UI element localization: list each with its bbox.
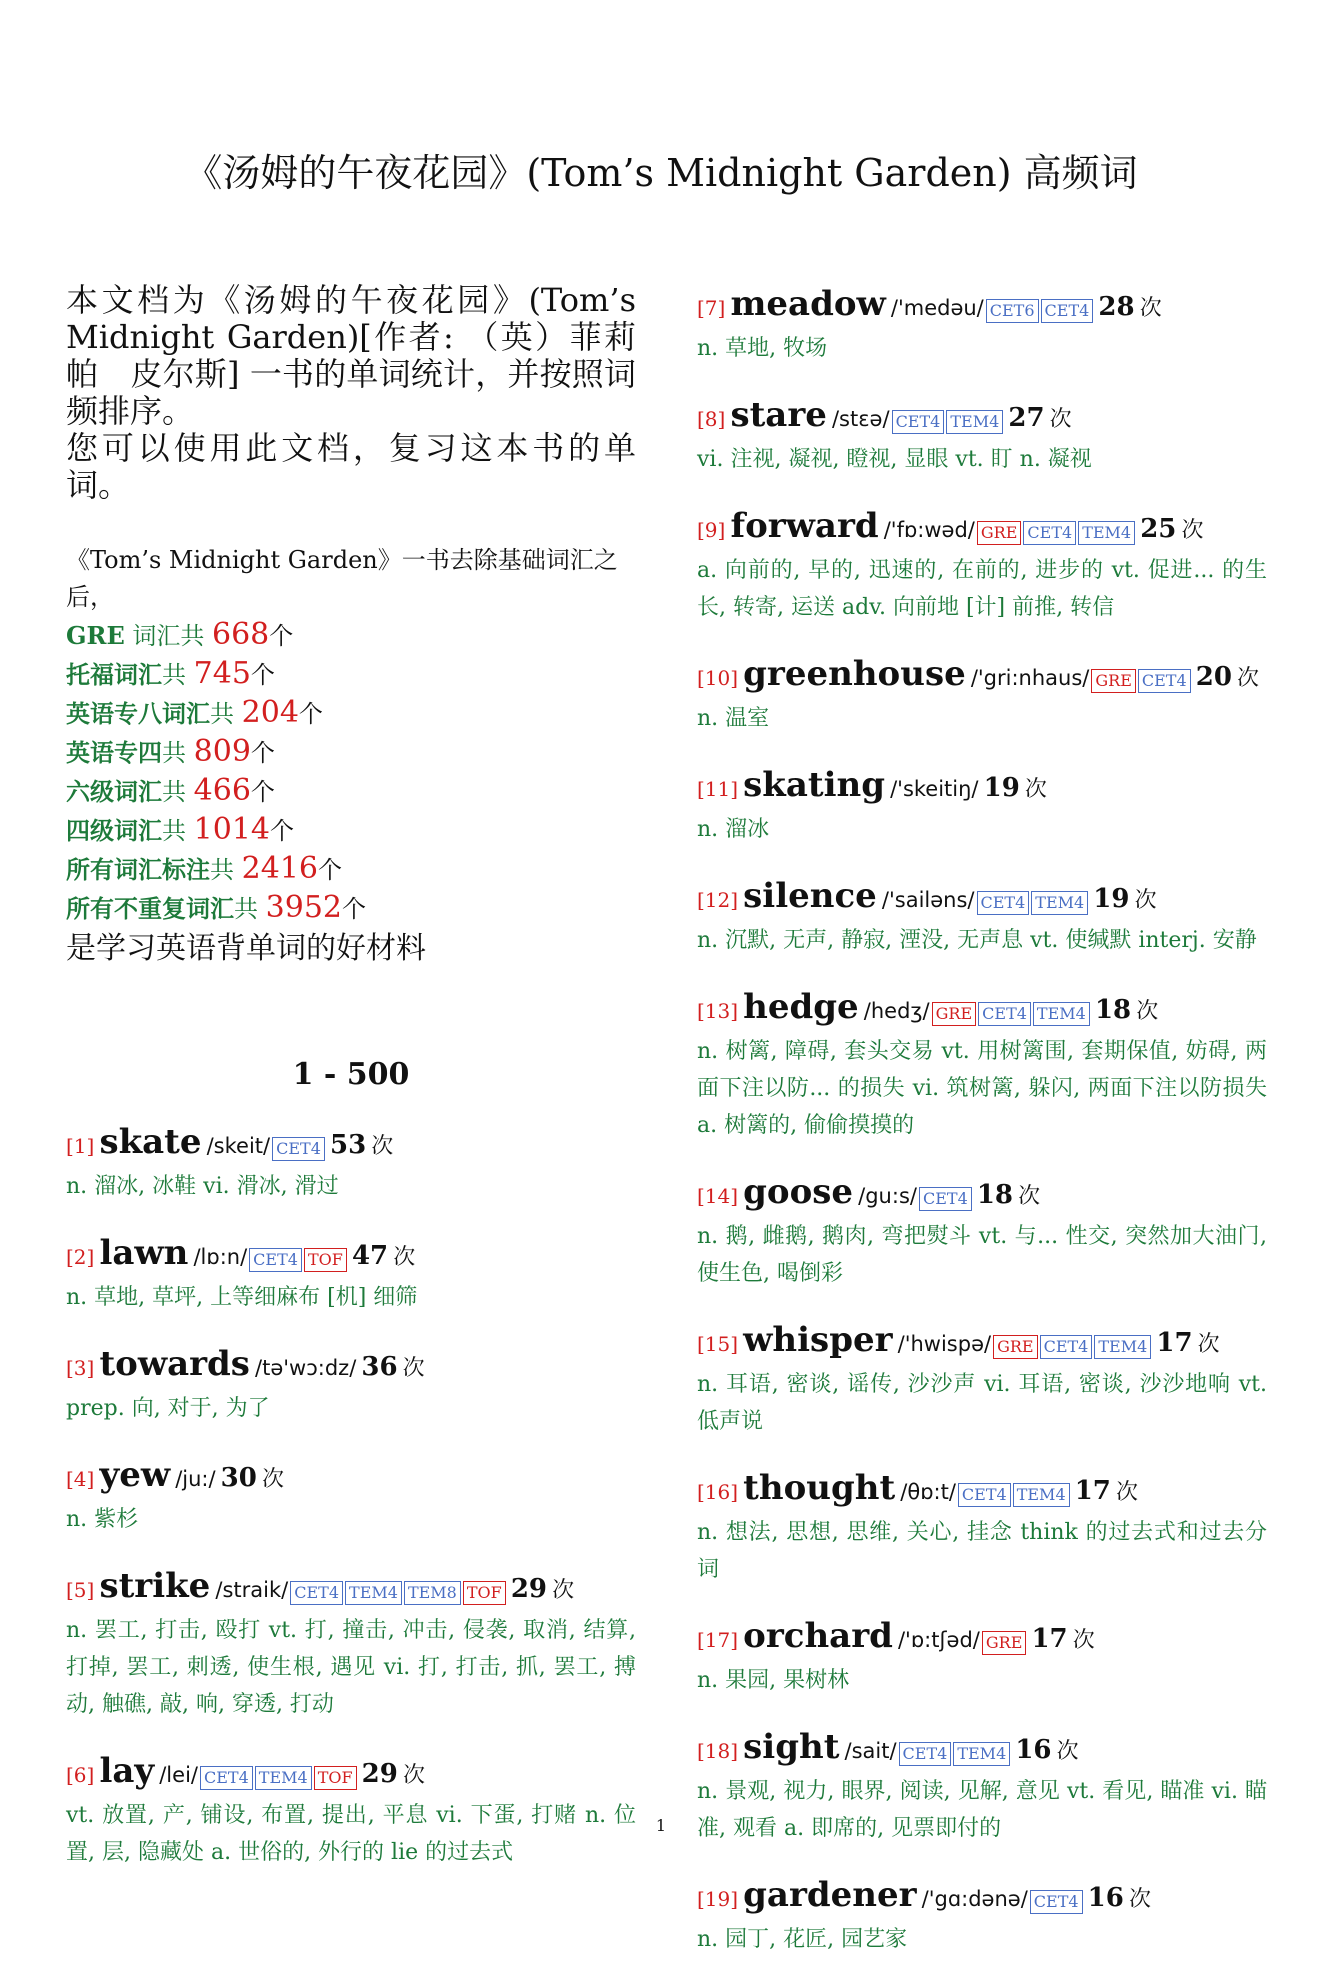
entry-index: [2] [66, 1245, 95, 1269]
times-label: 次 [1128, 1887, 1151, 1912]
entry-definition: n. 草地, 草坪, 上等细麻布 [机] 细筛 [66, 1285, 418, 1310]
times-label: 次 [393, 1245, 416, 1270]
stat-label: 英语专四 [66, 738, 162, 767]
stat-unit: 个 [342, 895, 366, 923]
stats-lead: 《Tom’s Midnight Garden》一书去除基础词汇之后， [66, 546, 618, 611]
word-entry [66, 1233, 636, 1316]
times-label: 次 [1024, 777, 1047, 802]
stat-row [66, 772, 636, 811]
entry-count: 17 [1156, 1328, 1193, 1358]
entry-definition: n. 想法, 思想, 思维, 关心, 挂念 think 的过去式和过去分词 [697, 1520, 1267, 1582]
entry-phonetic: /lei/ [159, 1763, 198, 1787]
entry-index: [7] [697, 296, 726, 320]
exam-tag: GRE [932, 1002, 977, 1026]
entry-head [66, 1233, 636, 1279]
intro-paragraph-1: 本文档为《汤姆的午夜花园》(Tom’s Midnight Garden)[作者: （英）菲莉帕 皮尔斯] 一书的单词统计，并按照词频排序。 [66, 281, 636, 430]
stat-label: 所有不重复词汇 [66, 894, 234, 923]
entry-head [66, 1455, 636, 1501]
stat-row [66, 850, 636, 889]
entry-word: greenhouse [743, 654, 966, 694]
stat-count: 466 [193, 773, 251, 808]
stat-unit: 个 [250, 739, 275, 767]
entry-index: [9] [697, 518, 726, 542]
stat-label: 所有词汇标注 [66, 855, 210, 884]
word-entry [697, 1320, 1267, 1440]
page-number: 1 [655, 1816, 667, 1835]
times-label: 次 [1136, 999, 1159, 1024]
entry-head [697, 654, 1267, 700]
exam-tag: CET6 [986, 299, 1039, 323]
stat-row [66, 616, 636, 655]
entry-count: 29 [510, 1574, 548, 1604]
entry-word: orchard [743, 1616, 893, 1656]
word-list-right [697, 284, 1267, 1958]
entry-word: forward [730, 506, 879, 546]
exam-tag: TOF [314, 1766, 357, 1790]
exam-tag: TEM4 [953, 1742, 1010, 1766]
stat-label: 四级词汇 [66, 816, 162, 845]
exam-tag: GRE [1091, 669, 1136, 693]
entry-definition: a. 向前的, 早的, 迅速的, 在前的, 进步的 vt. 促进... 的生长, 转寄, 运送 adv. 向前地 [计] 前推, 转信 [697, 558, 1267, 620]
entry-head [697, 765, 1267, 811]
exam-tag: CET4 [977, 891, 1030, 915]
entry-head [697, 506, 1267, 552]
entry-index: [3] [66, 1356, 95, 1380]
exam-tag: CET4 [919, 1187, 972, 1211]
entry-count: 29 [361, 1759, 398, 1789]
entry-index: [8] [697, 407, 726, 431]
word-entry [66, 1751, 636, 1871]
stat-label-suffix: 共 [162, 778, 194, 806]
range-heading: 1 - 500 [292, 1057, 410, 1092]
word-entry [697, 1616, 1267, 1699]
entry-definition: n. 耳语, 密谈, 谣传, 沙沙声 vi. 耳语, 密谈, 沙沙地响 vt. 低声说 [697, 1372, 1267, 1434]
entry-count: 19 [1093, 884, 1130, 914]
stat-unit: 个 [318, 856, 342, 884]
stat-count: 745 [193, 656, 251, 691]
entry-head [697, 284, 1267, 330]
exam-tag: CET4 [249, 1248, 302, 1272]
entry-head [697, 876, 1267, 922]
stat-count: 3952 [265, 890, 342, 925]
entry-word: sight [743, 1727, 840, 1767]
entry-word: skating [743, 765, 885, 805]
entry-count: 20 [1195, 662, 1232, 692]
exam-tag: TEM4 [345, 1581, 402, 1605]
stat-label: 六级词汇 [66, 777, 162, 806]
times-label: 次 [1056, 1739, 1079, 1764]
entry-index: [19] [697, 1887, 739, 1911]
entry-definition: n. 园丁, 花匠, 园艺家 [697, 1927, 908, 1952]
entry-phonetic: /'sailəns/ [881, 888, 975, 912]
entry-phonetic: /'gɑ:dənə/ [921, 1887, 1028, 1911]
entry-index: [16] [697, 1480, 739, 1504]
entry-word: hedge [743, 987, 859, 1027]
exam-tag: TEM4 [1094, 1335, 1151, 1359]
word-entry [66, 1455, 636, 1538]
exam-tag: GRE [977, 521, 1022, 545]
exam-tag: TOF [463, 1581, 506, 1605]
entry-count: 27 [1008, 403, 1045, 433]
entry-head [697, 1468, 1267, 1514]
times-label: 次 [1181, 518, 1204, 543]
stat-row [66, 811, 636, 850]
stat-unit: 个 [270, 817, 294, 845]
entry-index: [17] [697, 1628, 739, 1652]
exam-tag: CET4 [1040, 1335, 1093, 1359]
times-label: 次 [402, 1763, 425, 1788]
stat-label: 英语专八词汇 [66, 699, 210, 728]
entry-index: [5] [66, 1578, 95, 1602]
entry-count: 30 [220, 1463, 257, 1493]
entry-phonetic: /tə'wɔ:dz/ [255, 1356, 357, 1380]
times-label: 次 [1237, 666, 1260, 691]
entry-phonetic: /'medəu/ [890, 296, 984, 320]
entry-head [697, 987, 1267, 1033]
stat-label-suffix: 共 [162, 661, 194, 689]
exam-tag: CET4 [958, 1483, 1011, 1507]
exam-tag: GRE [982, 1631, 1027, 1655]
exam-tag: TEM4 [1031, 891, 1088, 915]
exam-tag: CET4 [899, 1742, 952, 1766]
entry-index: [15] [697, 1332, 739, 1356]
entry-phonetic: /stɛə/ [831, 407, 890, 431]
entry-definition: vt. 放置, 产, 铺设, 布置, 提出, 平息 vi. 下蛋, 打赌 n. 位置, 层, 隐藏处 a. 世俗的, 外行的 lie 的过去式 [66, 1803, 636, 1865]
entry-phonetic: /'fɒ:wəd/ [883, 518, 975, 542]
entry-definition: n. 树篱, 障碍, 套头交易 vt. 用树篱围, 套期保值, 妨碍, 两面下注以防... 的损失 vi. 筑树篱, 躲闪, 两面下注以防损失 a. 树篱的, 偷偷摸摸的 [697, 1039, 1267, 1138]
word-entry [697, 506, 1267, 626]
exam-tag: GRE [993, 1335, 1038, 1359]
entry-index: [18] [697, 1739, 739, 1763]
entry-head [66, 1344, 636, 1390]
word-entry [697, 987, 1267, 1144]
stat-label-suffix: 共 [162, 739, 194, 767]
times-label: 次 [402, 1356, 425, 1381]
times-label: 次 [1049, 407, 1072, 432]
entry-count: 53 [329, 1130, 367, 1160]
stat-label-suffix: 共 [210, 700, 242, 728]
stat-unit: 个 [269, 622, 294, 650]
entry-definition: vi. 注视, 凝视, 瞪视, 显眼 vt. 盯 n. 凝视 [697, 447, 1092, 472]
entry-count: 17 [1031, 1624, 1068, 1654]
entry-definition: n. 沉默, 无声, 静寂, 湮没, 无声息 vt. 使缄默 interj. 安静 [697, 928, 1257, 953]
entry-index: [11] [697, 777, 739, 801]
right-column [697, 284, 1267, 1986]
exam-tag: TEM4 [1033, 1002, 1090, 1026]
entry-head [697, 1875, 1267, 1921]
stat-row [66, 733, 636, 772]
entry-count: 25 [1140, 514, 1177, 544]
stat-count: 668 [212, 617, 270, 652]
entry-definition: prep. 向, 对于, 为了 [66, 1396, 270, 1421]
entry-phonetic: /ju:/ [175, 1467, 216, 1491]
entry-phonetic: /'gri:nhaus/ [970, 666, 1090, 690]
stat-label-suffix: 共 [210, 856, 242, 884]
left-column [66, 282, 636, 1899]
stat-row [66, 694, 636, 733]
stat-row [66, 655, 636, 694]
times-label: 次 [1197, 1332, 1220, 1357]
entry-definition: n. 溜冰, 冰鞋 vi. 滑冰, 滑过 [66, 1174, 339, 1199]
entry-word: stare [730, 395, 827, 435]
exam-tag: TEM8 [404, 1581, 461, 1605]
entry-word: silence [743, 876, 877, 916]
entry-head [697, 1172, 1267, 1218]
entry-index: [1] [66, 1134, 95, 1158]
word-entry [697, 1468, 1267, 1588]
word-entry [66, 1122, 636, 1205]
word-entry [697, 395, 1267, 478]
entry-phonetic: /lɒ:n/ [193, 1245, 248, 1269]
entry-definition: n. 紫杉 [66, 1507, 139, 1532]
stat-label: 托福词汇 [66, 660, 162, 689]
entry-phonetic: /gu:s/ [858, 1184, 917, 1208]
entry-phonetic: /'ɒ:tʃəd/ [897, 1628, 980, 1652]
word-entry [66, 1344, 636, 1427]
entry-count: 36 [361, 1352, 398, 1382]
entry-word: goose [743, 1172, 854, 1212]
stat-label: GRE [66, 621, 125, 650]
times-label: 次 [1134, 888, 1157, 913]
entry-word: skate [99, 1122, 202, 1162]
exam-tag: CET4 [1041, 299, 1094, 323]
exam-tag: TOF [304, 1248, 347, 1272]
exam-tag: CET4 [272, 1137, 325, 1161]
stat-count: 204 [241, 695, 299, 730]
word-entry [697, 876, 1267, 959]
entry-count: 19 [983, 773, 1020, 803]
entry-definition: n. 鹅, 雌鹅, 鹅肉, 弯把熨斗 vt. 与... 性交, 突然加大油门, 使生色, 喝倒彩 [697, 1224, 1267, 1286]
exam-tag: CET4 [290, 1581, 343, 1605]
entry-index: [4] [66, 1467, 95, 1491]
entry-head [66, 1566, 636, 1612]
times-label: 次 [1072, 1628, 1095, 1653]
times-label: 次 [1116, 1480, 1139, 1505]
entry-phonetic: /sait/ [844, 1739, 897, 1763]
exam-tag: CET4 [200, 1766, 253, 1790]
entry-head [66, 1751, 636, 1797]
entry-count: 16 [1087, 1883, 1124, 1913]
exam-tag: CET4 [1030, 1890, 1083, 1914]
entry-count: 18 [976, 1180, 1014, 1210]
stat-row [66, 889, 636, 928]
entry-phonetic: /hedʒ/ [863, 999, 930, 1023]
stat-unit: 个 [250, 778, 275, 806]
entry-index: [13] [697, 999, 739, 1023]
entry-head [697, 395, 1267, 441]
stat-label-suffix: 词汇共 [124, 622, 212, 650]
entry-word: towards [99, 1344, 250, 1384]
stat-count: 1014 [193, 812, 270, 847]
entry-phonetic: /'hwispə/ [897, 1332, 992, 1356]
word-entry [697, 284, 1267, 367]
entry-count: 28 [1098, 292, 1135, 322]
exam-tag: TEM4 [1078, 521, 1135, 545]
entry-head [697, 1727, 1267, 1773]
exam-tag: CET4 [1023, 521, 1076, 545]
stats-tail: 是学习英语背单词的好材料 [66, 931, 426, 966]
exam-tag: TEM4 [946, 410, 1003, 434]
stat-unit: 个 [298, 700, 323, 728]
times-label: 次 [371, 1134, 394, 1159]
entry-definition: n. 景观, 视力, 眼界, 阅读, 见解, 意见 vt. 看见, 瞄准 vi. 瞄准, 观看 a. 即席的, 见票即付的 [697, 1779, 1267, 1841]
entry-count: 17 [1074, 1476, 1111, 1506]
entry-definition: n. 果园, 果树林 [697, 1668, 850, 1693]
exam-tag: CET4 [978, 1002, 1031, 1026]
entry-phonetic: /θɒ:t/ [900, 1480, 956, 1504]
times-label: 次 [261, 1467, 284, 1492]
entry-count: 18 [1094, 995, 1132, 1025]
entry-head [697, 1616, 1267, 1662]
entry-phonetic: /skeit/ [206, 1134, 271, 1158]
vocab-stats [66, 542, 636, 967]
times-label: 次 [1139, 296, 1162, 321]
stat-count: 2416 [241, 851, 318, 886]
word-entry [697, 1875, 1267, 1958]
entry-word: thought [743, 1468, 896, 1508]
times-label: 次 [552, 1578, 575, 1603]
word-entry [66, 1566, 636, 1723]
entry-count: 47 [351, 1241, 389, 1271]
entry-head [66, 1122, 636, 1168]
exam-tag: CET4 [892, 410, 945, 434]
entry-definition: n. 溜冰 [697, 817, 770, 842]
entry-word: strike [99, 1566, 211, 1606]
entry-word: gardener [743, 1875, 917, 1915]
intro-text [66, 282, 636, 504]
exam-tag: TEM4 [255, 1766, 312, 1790]
word-entry [697, 1172, 1267, 1292]
entry-phonetic: /'skeitiŋ/ [890, 777, 979, 801]
entry-word: yew [99, 1455, 171, 1495]
entry-word: lay [99, 1751, 155, 1791]
stats-rows [66, 616, 636, 928]
entry-head [697, 1320, 1267, 1366]
word-entry [697, 654, 1267, 737]
entry-definition: n. 罢工, 打击, 殴打 vt. 打, 撞击, 冲击, 侵袭, 取消, 结算, 打掉, 罢工, 刺透, 使生根, 遇见 vi. 打, 打击, 抓, 罢工, 搏动, 触礁, 敲, 响, 穿透, 打动 [66, 1618, 636, 1717]
stat-unit: 个 [250, 661, 275, 689]
entry-index: [12] [697, 888, 739, 912]
entry-definition: n. 温室 [697, 706, 770, 731]
entry-definition: n. 草地, 牧场 [697, 336, 828, 361]
entry-index: [6] [66, 1763, 95, 1787]
times-label: 次 [1018, 1184, 1041, 1209]
intro-paragraph-2: 您可以使用此文档，复习这本书的单词。 [66, 429, 636, 504]
exam-tag: CET4 [1138, 669, 1191, 693]
word-entry [697, 765, 1267, 848]
stat-count: 809 [193, 734, 251, 769]
stat-label-suffix: 共 [162, 817, 194, 845]
exam-tag: TEM4 [1013, 1483, 1070, 1507]
document-title: 《汤姆的午夜花园》(Tom’s Midnight Garden) 高频词 [184, 151, 1138, 195]
stat-label-suffix: 共 [234, 895, 266, 923]
entry-word: whisper [743, 1320, 893, 1360]
entry-word: lawn [99, 1233, 189, 1273]
entry-count: 16 [1015, 1735, 1052, 1765]
entry-index: [10] [697, 666, 739, 690]
word-list-left [66, 1122, 636, 1871]
entry-word: meadow [730, 284, 886, 324]
entry-phonetic: /straik/ [215, 1578, 289, 1602]
entry-index: [14] [697, 1184, 739, 1208]
